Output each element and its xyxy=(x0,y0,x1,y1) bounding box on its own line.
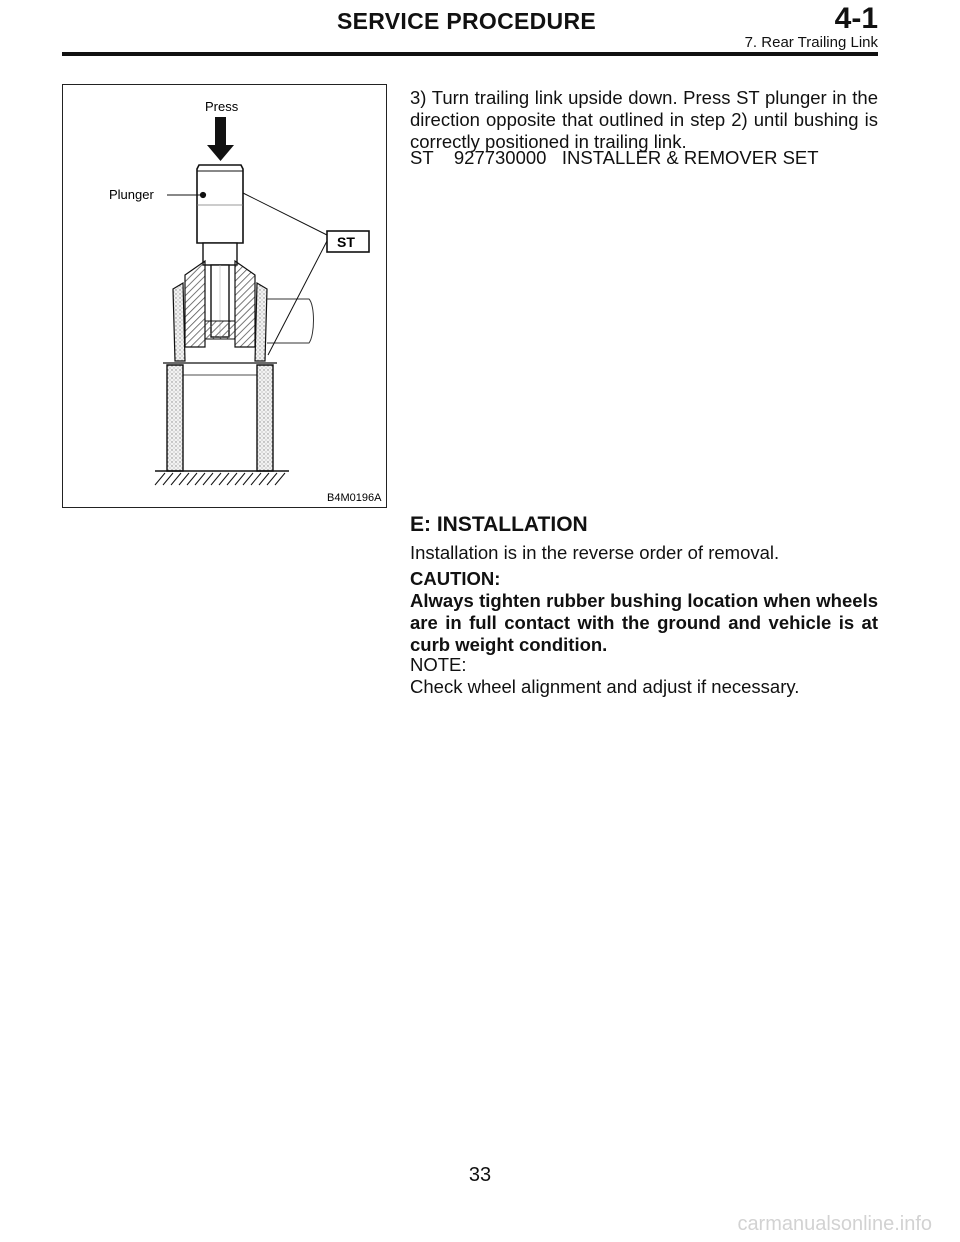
ground-hatch xyxy=(155,471,289,485)
st-label: ST xyxy=(337,234,355,250)
header-subtitle: 7. Rear Trailing Link xyxy=(744,34,878,51)
press-arrow-icon xyxy=(207,117,234,161)
watermark: carmanualsonline.info xyxy=(737,1213,932,1235)
page-number: 33 xyxy=(468,1164,492,1186)
installation-heading: E: INSTALLATION xyxy=(410,513,588,536)
installation-text: Installation is in the reverse order of removal. xyxy=(410,542,780,563)
figure-code: B4M0196A xyxy=(327,492,382,504)
bushing-press-figure xyxy=(62,84,387,508)
special-tool-line: ST 927730000 INSTALLER & REMOVER SET xyxy=(410,147,819,168)
section-code: 4-1 xyxy=(834,2,878,35)
caution-label: CAUTION: xyxy=(410,568,501,589)
press-diagram xyxy=(63,85,388,509)
note-label: NOTE: xyxy=(410,654,467,675)
note-text: Check wheel alignment and adjust if necessary. xyxy=(410,676,800,697)
header-rule xyxy=(62,52,878,56)
step-3-text: 3) Turn trailing link upside down. Press ST plunger in the direction opposite that outlined in step 2) until bushing is correctly positioned in trailing link. xyxy=(410,87,878,152)
plunger-label: Plunger xyxy=(109,187,154,202)
base-cylinder xyxy=(163,363,277,471)
press-label: Press xyxy=(205,99,239,114)
caution-text: Always tighten rubber bushing location when wheels are in full contact with the ground and vehicle is at curb weight condition. xyxy=(410,590,878,655)
header-title: SERVICE PROCEDURE xyxy=(337,8,597,34)
